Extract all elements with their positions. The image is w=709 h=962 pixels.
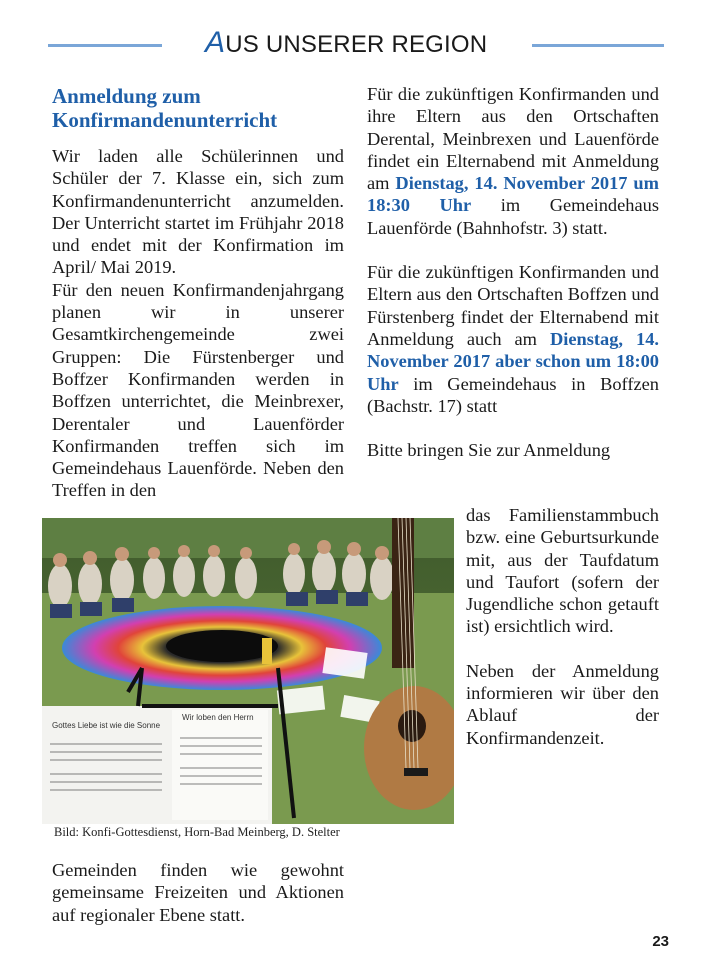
article-heading: Anmeldung zum Konfirmandenunterricht xyxy=(52,84,278,132)
right-paragraph-2-text-b: im Gemeindehaus in Boffzen (Bachstr. 17) statt xyxy=(367,373,659,416)
right-paragraph-4: Neben der Anmeldung informieren wir über den Ablauf der Konfirmandenzeit. xyxy=(466,660,659,748)
right-paragraph-3-intro: Bitte bringen Sie zur Anmeldung xyxy=(367,440,611,461)
songbook-heading: Gottes Liebe ist wie die Sonne xyxy=(52,721,161,730)
date-highlight-1: Dienstag, 14. November 2017 um 18:30 Uhr xyxy=(367,173,659,216)
photo-caption: Bild: Konfi-Gottesdienst, Horn-Bad Meinberg, D. Stelter xyxy=(54,825,340,839)
right-column xyxy=(367,83,659,461)
left-paragraph-3: Gemeinden finden wie gewohnt gemeinsame Freizeiten und Aktionen auf regionaler Ebene statt. xyxy=(52,860,344,925)
right-paragraph-1-text-a: Für die zukünftigen Konfirmanden und ihre Eltern aus den Ortschaften Derental, Meinbrexen und Lauenförde findet ein Elternabend mit Anmeldung am xyxy=(367,84,659,194)
photo-illustration xyxy=(42,518,454,824)
section-title xyxy=(205,26,505,60)
date-highlight-2: Dienstag, 14. November 2017 aber schon um 18:00 Uhr xyxy=(367,328,660,394)
right-paragraph-1 xyxy=(367,83,659,239)
right-paragraph-3: das Familienstammbuch bzw. eine Geburtsurkunde mit, aus der Taufdatum und Taufort (sofern der Jugendliche schon getauft ist) ersichtlich wird. xyxy=(466,505,659,637)
right-paragraph-1-text-b: im Gemeindehaus Lauenförde (Bahnhofstr. 3) statt. xyxy=(367,195,659,238)
section-title-rest: US UNSERER REGION xyxy=(225,31,488,58)
left-paragraph-2: Für den neuen Konfirmandenjahrgang planen wir in unserer Gesamtkirchengemeinde zwei Gruppen: Die Fürstenberger und Boffzer Konfirmanden werden in Boffzen unterrichtet, die Meinbrexer, Derentaler und Lauenförder Konfirmanden treffen sich im Gemeindehaus Lauenförde. Neben den Treffen in den xyxy=(52,279,344,501)
right-paragraph-2-text-a: Für die zukünftigen Konfirmanden und Eltern aus den Ortschaften Boffzen und Fürstenberg findet der Elternabend mit Anmeldung auch am xyxy=(367,262,659,349)
page-number: 23 xyxy=(652,933,669,950)
left-lower-column xyxy=(52,859,344,926)
right-paragraph-2 xyxy=(367,261,659,417)
section-title-initial: A xyxy=(205,26,226,59)
header-rule-left xyxy=(48,44,162,47)
event-photo xyxy=(42,518,454,824)
right-lower-column xyxy=(466,504,659,749)
songbook-title: Wir loben den Herrn xyxy=(182,713,254,722)
header-rule-right xyxy=(532,44,664,47)
left-paragraph-1: Wir laden alle Schülerinnen und Schüler der 7. Klasse ein, sich zum Konfirmandenunterricht anzumelden. Der Unterricht startet im Frühjahr 2018 und endet mit der Konfirmation im April/ Mai 2019. xyxy=(52,146,344,278)
left-column xyxy=(52,84,344,502)
